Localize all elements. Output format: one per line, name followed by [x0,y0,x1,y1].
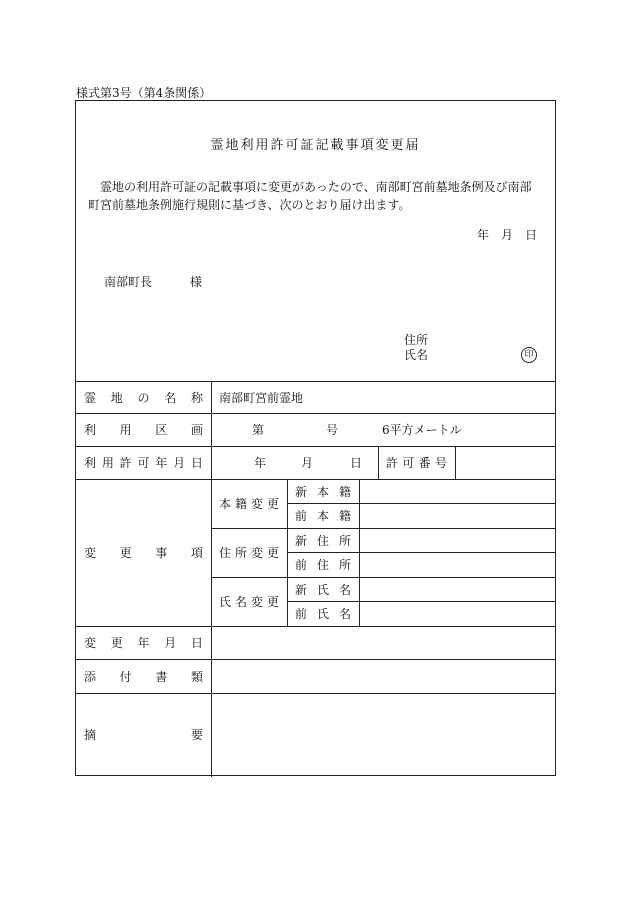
date-line[interactable]: 年 月 日 [476,228,537,242]
addressee-name: 南部町長 [104,275,153,289]
label-new-name: 新 氏 名 [295,582,351,597]
permit-month: 月 [301,456,314,470]
address-label: 住所 [404,333,429,347]
label-cemetery-name: 霊 地 の 名 称 [84,390,203,405]
value-cemetery-name: 南部町宮前霊地 [219,390,304,405]
label-domicile-change: 本 籍 変 更 [219,497,279,511]
form-frame [75,100,556,776]
divider [455,446,456,479]
label-change-date: 変 更 年 月 日 [84,636,203,650]
seal-mark: 印 [521,347,537,363]
label-new-domicile: 新 本 籍 [295,484,351,499]
form-number: 様式第3号（第4条関係） [76,86,212,100]
label-old-name: 前 氏 名 [295,607,351,621]
label-new-address: 新 住 所 [295,533,351,548]
label-name-change: 氏 名 変 更 [219,595,279,609]
label-attachments: 添 付 書 類 [84,669,203,684]
label-address-change: 住 所 変 更 [219,546,279,560]
applicant-block [404,333,428,363]
header-block [76,101,555,382]
plot-dai: 第 [252,423,265,437]
plot-go: 号 [326,423,339,437]
label-permit-number: 許 可 番 号 [386,456,447,470]
label-changes: 変 更 事 項 [84,546,203,560]
label-remarks: 摘 要 [84,727,203,742]
label-old-address: 前 住 所 [295,558,351,572]
label-plot: 利 用 区 画 [84,423,203,437]
body-text: 霊地の利用許可証の記載事項に変更があったので、南部町宮前墓地条例及び南部町宮前墓地条例施行規則に基づき、次のとおり届け出ます。 [88,180,532,212]
form-title: 霊地利用許可証記載事項変更届 [210,138,421,153]
addressee [104,273,202,290]
label-old-domicile: 前 本 籍 [295,509,351,523]
divider [359,479,360,626]
permit-year: 年 [254,456,267,470]
permit-day: 日 [350,456,363,470]
name-label: 氏名 [404,348,429,362]
plot-area: 6平方メートル [382,423,462,437]
addressee-honorific: 様 [190,275,203,289]
label-permit-date: 利 用 許 可 年 月 日 [84,456,203,470]
